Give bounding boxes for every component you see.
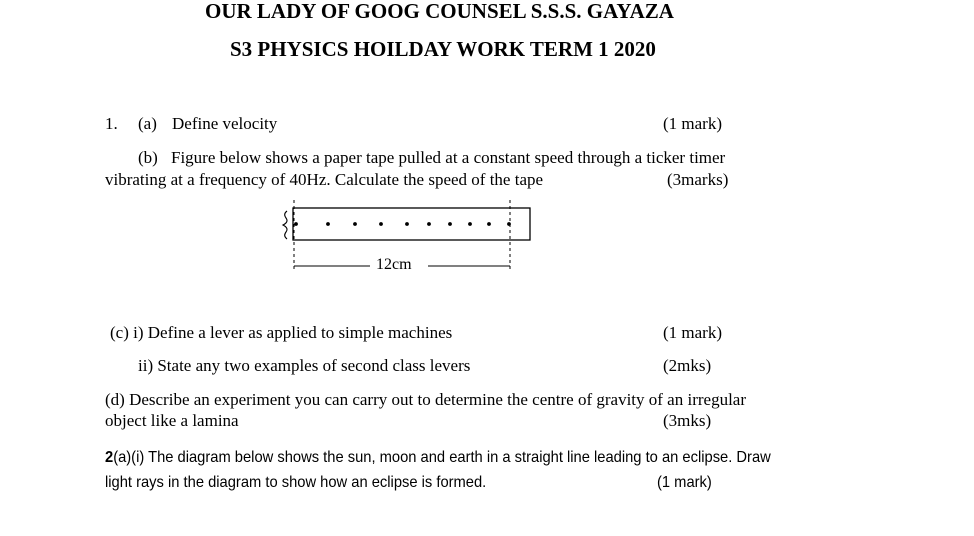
q2-marks: (1 mark): [657, 474, 712, 491]
dimension-label: 12cm: [376, 256, 412, 273]
school-name: OUR LADY OF GOOG COUNSEL S.S.S. GAYAZA: [205, 0, 674, 23]
tick-dot: [468, 222, 472, 226]
tick-dot: [487, 222, 491, 226]
q1b-line1: Figure below shows a paper tape pulled at a constant speed through a ticker timer: [171, 148, 726, 167]
q1c-ii-marks: (2mks): [663, 356, 712, 375]
tick-dots: [294, 222, 511, 226]
tick-dot: [353, 222, 357, 226]
tape-torn-edge: [283, 211, 287, 239]
q1d-line1: (d) Describe an experiment you can carry out to determine the centre of gravity of an irregular: [105, 390, 746, 409]
paper-title: S3 PHYSICS HOILDAY WORK TERM 1 2020: [230, 37, 656, 61]
tick-dot: [326, 222, 330, 226]
tick-dot: [405, 222, 409, 226]
q2-line2: light rays in the diagram to show how an eclipse is formed.: [105, 474, 487, 491]
q1-number: 1.: [105, 114, 118, 133]
tick-dot: [427, 222, 431, 226]
tick-dot: [379, 222, 383, 226]
q2-line1: [105, 450, 771, 466]
q1b-line2: vibrating at a frequency of 40Hz. Calculate the speed of the tape: [105, 170, 544, 189]
q2-number: 2: [105, 449, 114, 466]
q1c-i-marks: (1 mark): [663, 323, 723, 342]
tick-dot: [448, 222, 452, 226]
q1a-marks: (1 mark): [663, 114, 723, 133]
q1d-line2: object like a lamina: [105, 411, 239, 430]
q2-line1-text: (a)(i) The diagram below shows the sun, moon and earth in a straight line leading to an eclipse. Draw: [113, 449, 771, 466]
q1b-label: (b): [138, 148, 158, 167]
q1b-marks: (3marks): [667, 170, 729, 189]
q1c-i-text: (c) i) Define a lever as applied to simple machines: [110, 323, 453, 342]
q1d-marks: (3mks): [663, 411, 712, 430]
q1a-text: Define velocity: [172, 114, 278, 133]
q1c-ii-text: ii) State any two examples of second class levers: [138, 356, 471, 375]
tick-dot: [294, 222, 298, 226]
q1a-label: (a): [138, 114, 157, 133]
